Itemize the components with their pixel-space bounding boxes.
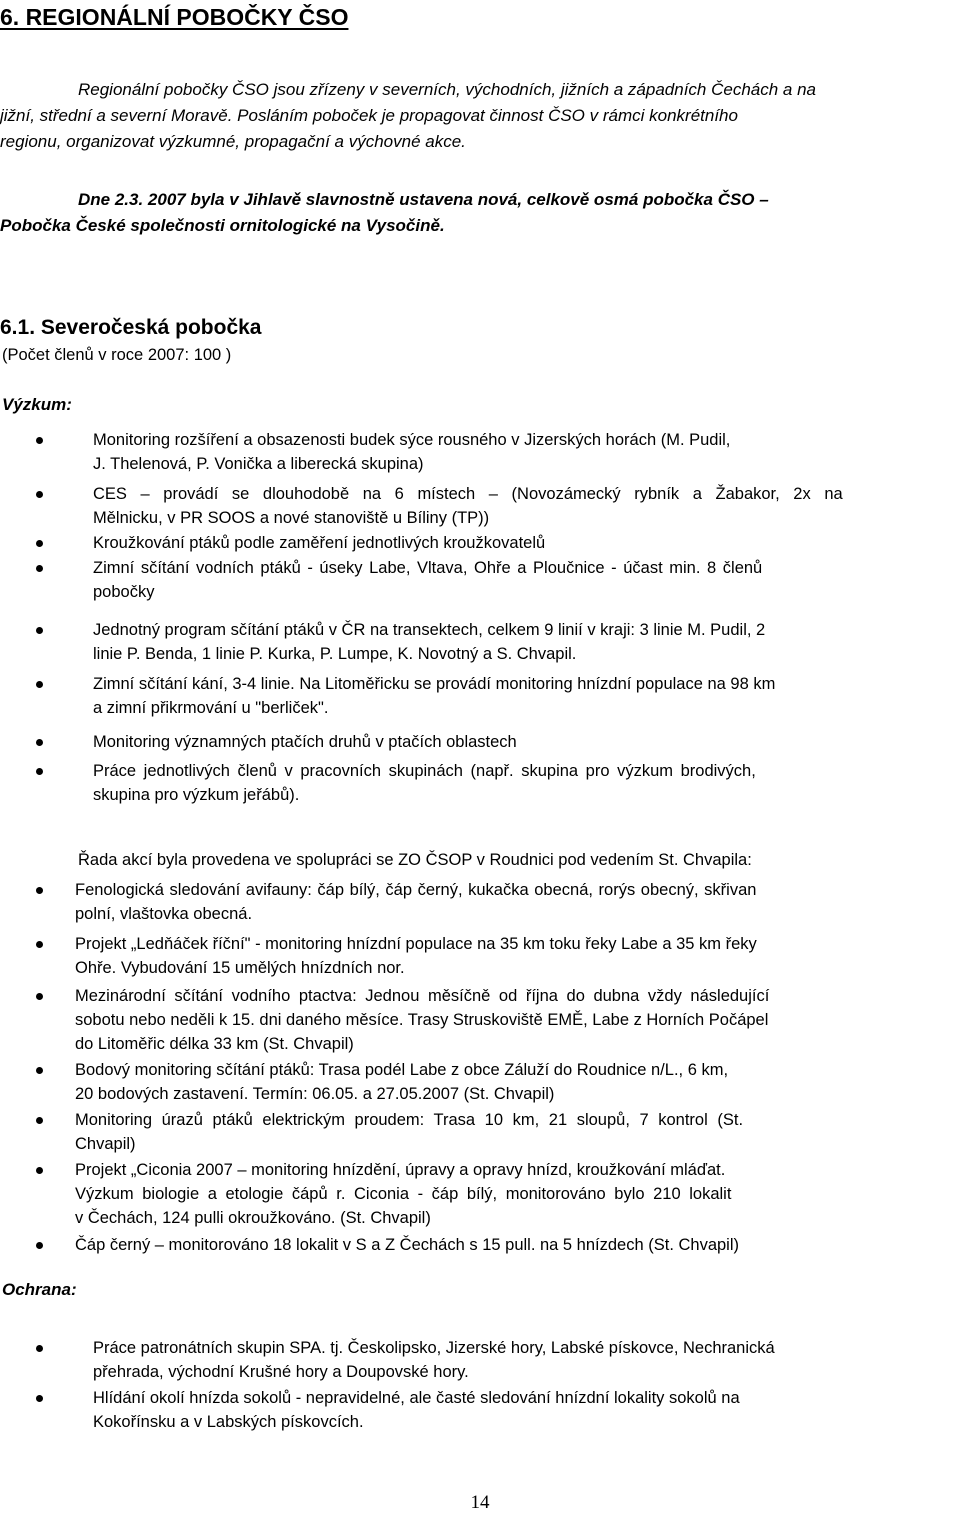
list-item-line: Chvapil)	[75, 1135, 136, 1153]
list-item-line: Monitoring významných ptačích druhů v ptačích oblastech	[93, 733, 517, 751]
list-item-line: do Litoměřic délka 33 km (St. Chvapil)	[75, 1035, 354, 1053]
section-heading: 6.1. Severočeská pobočka	[0, 316, 262, 339]
list-item-line: Monitoring rozšíření a obsazenosti budek sýce rousného v Jizerských horách (M. Pudil,	[93, 431, 731, 449]
bullet-icon	[36, 1395, 43, 1402]
bullet-icon	[36, 491, 43, 498]
bullet-icon	[36, 627, 43, 634]
chapter-title: 6. REGIONÁLNÍ POBOČKY ČSO	[0, 4, 349, 30]
list-item-line: sobotu nebo neděli k 15. dni daného měsíce. Trasy Struskoviště EMĚ, Labe z Horních Počápel	[75, 1011, 769, 1029]
list-item-line: J. Thelenová, P. Vonička a liberecká skupina)	[93, 455, 424, 473]
list-item-line: v Čechách, 124 pulli okroužkováno. (St. Chvapil)	[75, 1209, 431, 1227]
list-item-line: linie P. Benda, 1 linie P. Kurka, P. Lumpe, K. Novotný a S. Chvapil.	[93, 645, 577, 663]
bullet-icon	[36, 565, 43, 572]
intro-line: jižní, střední a severní Moravě. Posláním poboček je propagovat činnost ČSO v rámci konkrétního	[0, 106, 738, 125]
list-item-line: polní, vlaštovka obecná.	[75, 905, 253, 923]
list-item-line: přehrada, východní Krušné hory a Doupovské hory.	[93, 1363, 469, 1381]
news-line: Dne 2.3. 2007 byla v Jihlavě slavnostně ustavena nová, celkově osmá pobočka ČSO –	[78, 190, 769, 209]
intro-line: Regionální pobočky ČSO jsou zřízeny v severních, východních, jižních a západních Čechách a na	[78, 80, 817, 99]
list-item-line: Projekt „Ledňáček říční" - monitoring hnízdní populace na 35 km toku řeky Labe a 35 km řeky	[75, 935, 757, 953]
list-item-line: Práce jednotlivých členů v pracovních skupinách (např. skupina pro výzkum brodivých,	[93, 762, 756, 780]
list-item-line: Fenologická sledování avifauny: čáp bílý, čáp černý, kukačka obecná, rorýs obecný, skřivan	[75, 881, 757, 899]
bullet-icon	[36, 540, 43, 547]
bullet-icon	[36, 768, 43, 775]
protection-label: Ochrana:	[2, 1280, 77, 1299]
list-item-line: Zimní sčítání kání, 3-4 linie. Na Litoměřicku se provádí monitoring hnízdní populace na 98 km	[93, 675, 776, 693]
list-item-line: Bodový monitoring sčítání ptáků: Trasa podél Labe z obce Záluží do Roudnice n/L., 6 km,	[75, 1061, 729, 1079]
intro-paragraph	[0, 77, 960, 155]
member-count: (Počet členů v roce 2007: 100 )	[2, 346, 232, 364]
list-item-line: Výzkum biologie a etologie čápů r. Ciconia - čáp bílý, monitorováno bylo 210 lokalit	[75, 1185, 732, 1203]
news-paragraph	[0, 187, 960, 239]
list-item-line: CES – provádí se dlouhodobě na 6 místech – (Novozámecký rybník a Žabakor, 2x na	[93, 485, 843, 503]
bullet-icon	[36, 993, 43, 1000]
list-item-line: a zimní přikrmování u "berliček".	[93, 699, 329, 717]
bullet-icon	[36, 681, 43, 688]
page-number: 14	[470, 1492, 490, 1513]
bullet-icon	[36, 739, 43, 746]
bullet-icon	[36, 1117, 43, 1124]
list-item-line: pobočky	[93, 583, 155, 601]
list-item-line: Kroužkování ptáků podle zaměření jednotlivých kroužkovatelů	[93, 534, 546, 552]
list-item-line: Zimní sčítání vodních ptáků - úseky Labe, Vltava, Ohře a Ploučnice - účast min. 8 členů	[93, 559, 763, 577]
cooperation-intro: Řada akcí byla provedena ve spolupráci se ZO ČSOP v Roudnici pod vedením St. Chvapila:	[78, 851, 752, 869]
list-item-line: Projekt „Ciconia 2007 – monitoring hnízdění, úpravy a opravy hnízd, kroužkování mláďat.	[75, 1161, 726, 1179]
list-item-line: Jednotný program sčítání ptáků v ČR na transektech, celkem 9 linií v kraji: 3 linie M. Pudil, 2	[93, 621, 766, 639]
list-item-line: Kokořínsku a v Labských pískovcích.	[93, 1413, 364, 1431]
bullet-icon	[36, 437, 43, 444]
list-item-line: skupina pro výzkum jeřábů).	[93, 786, 300, 804]
list-item-line: Monitoring úrazů ptáků elektrickým proudem: Trasa 10 km, 21 sloupů, 7 kontrol (St.	[75, 1111, 744, 1129]
list-item-line: Mělnicku, v PR SOOS a nové stanoviště u Bíliny (TP))	[93, 509, 490, 527]
bullet-icon	[36, 1242, 43, 1249]
research-label: Výzkum:	[2, 395, 72, 414]
news-line: Pobočka České společnosti ornitologické na Vysočině.	[0, 216, 445, 235]
list-item-line: 20 bodových zastavení. Termín: 06.05. a 27.05.2007 (St. Chvapil)	[75, 1085, 555, 1103]
bullet-icon	[36, 941, 43, 948]
list-item-line: Práce patronátních skupin SPA. tj. Českolipsko, Jizerské hory, Labské pískovce, Nechranická	[93, 1339, 775, 1357]
list-item-line: Čáp černý – monitorováno 18 lokalit v S a Z Čechách s 15 pull. na 5 hnízdech (St. Chvapil)	[75, 1236, 740, 1254]
bullet-icon	[36, 1345, 43, 1352]
list-item-line: Mezinárodní sčítání vodního ptactva: Jednou měsíčně od října do dubna vždy následující	[75, 987, 770, 1005]
bullet-icon	[36, 887, 43, 894]
bullet-icon	[36, 1067, 43, 1074]
list-item-line: Hlídání okolí hnízda sokolů - nepravidelné, ale časté sledování hnízdní lokality sokolů na	[93, 1389, 740, 1407]
intro-line: regionu, organizovat výzkumné, propagační a výchovné akce.	[0, 132, 466, 151]
bullet-icon	[36, 1167, 43, 1174]
list-item-line: Ohře. Vybudování 15 umělých hnízdních nor.	[75, 959, 405, 977]
